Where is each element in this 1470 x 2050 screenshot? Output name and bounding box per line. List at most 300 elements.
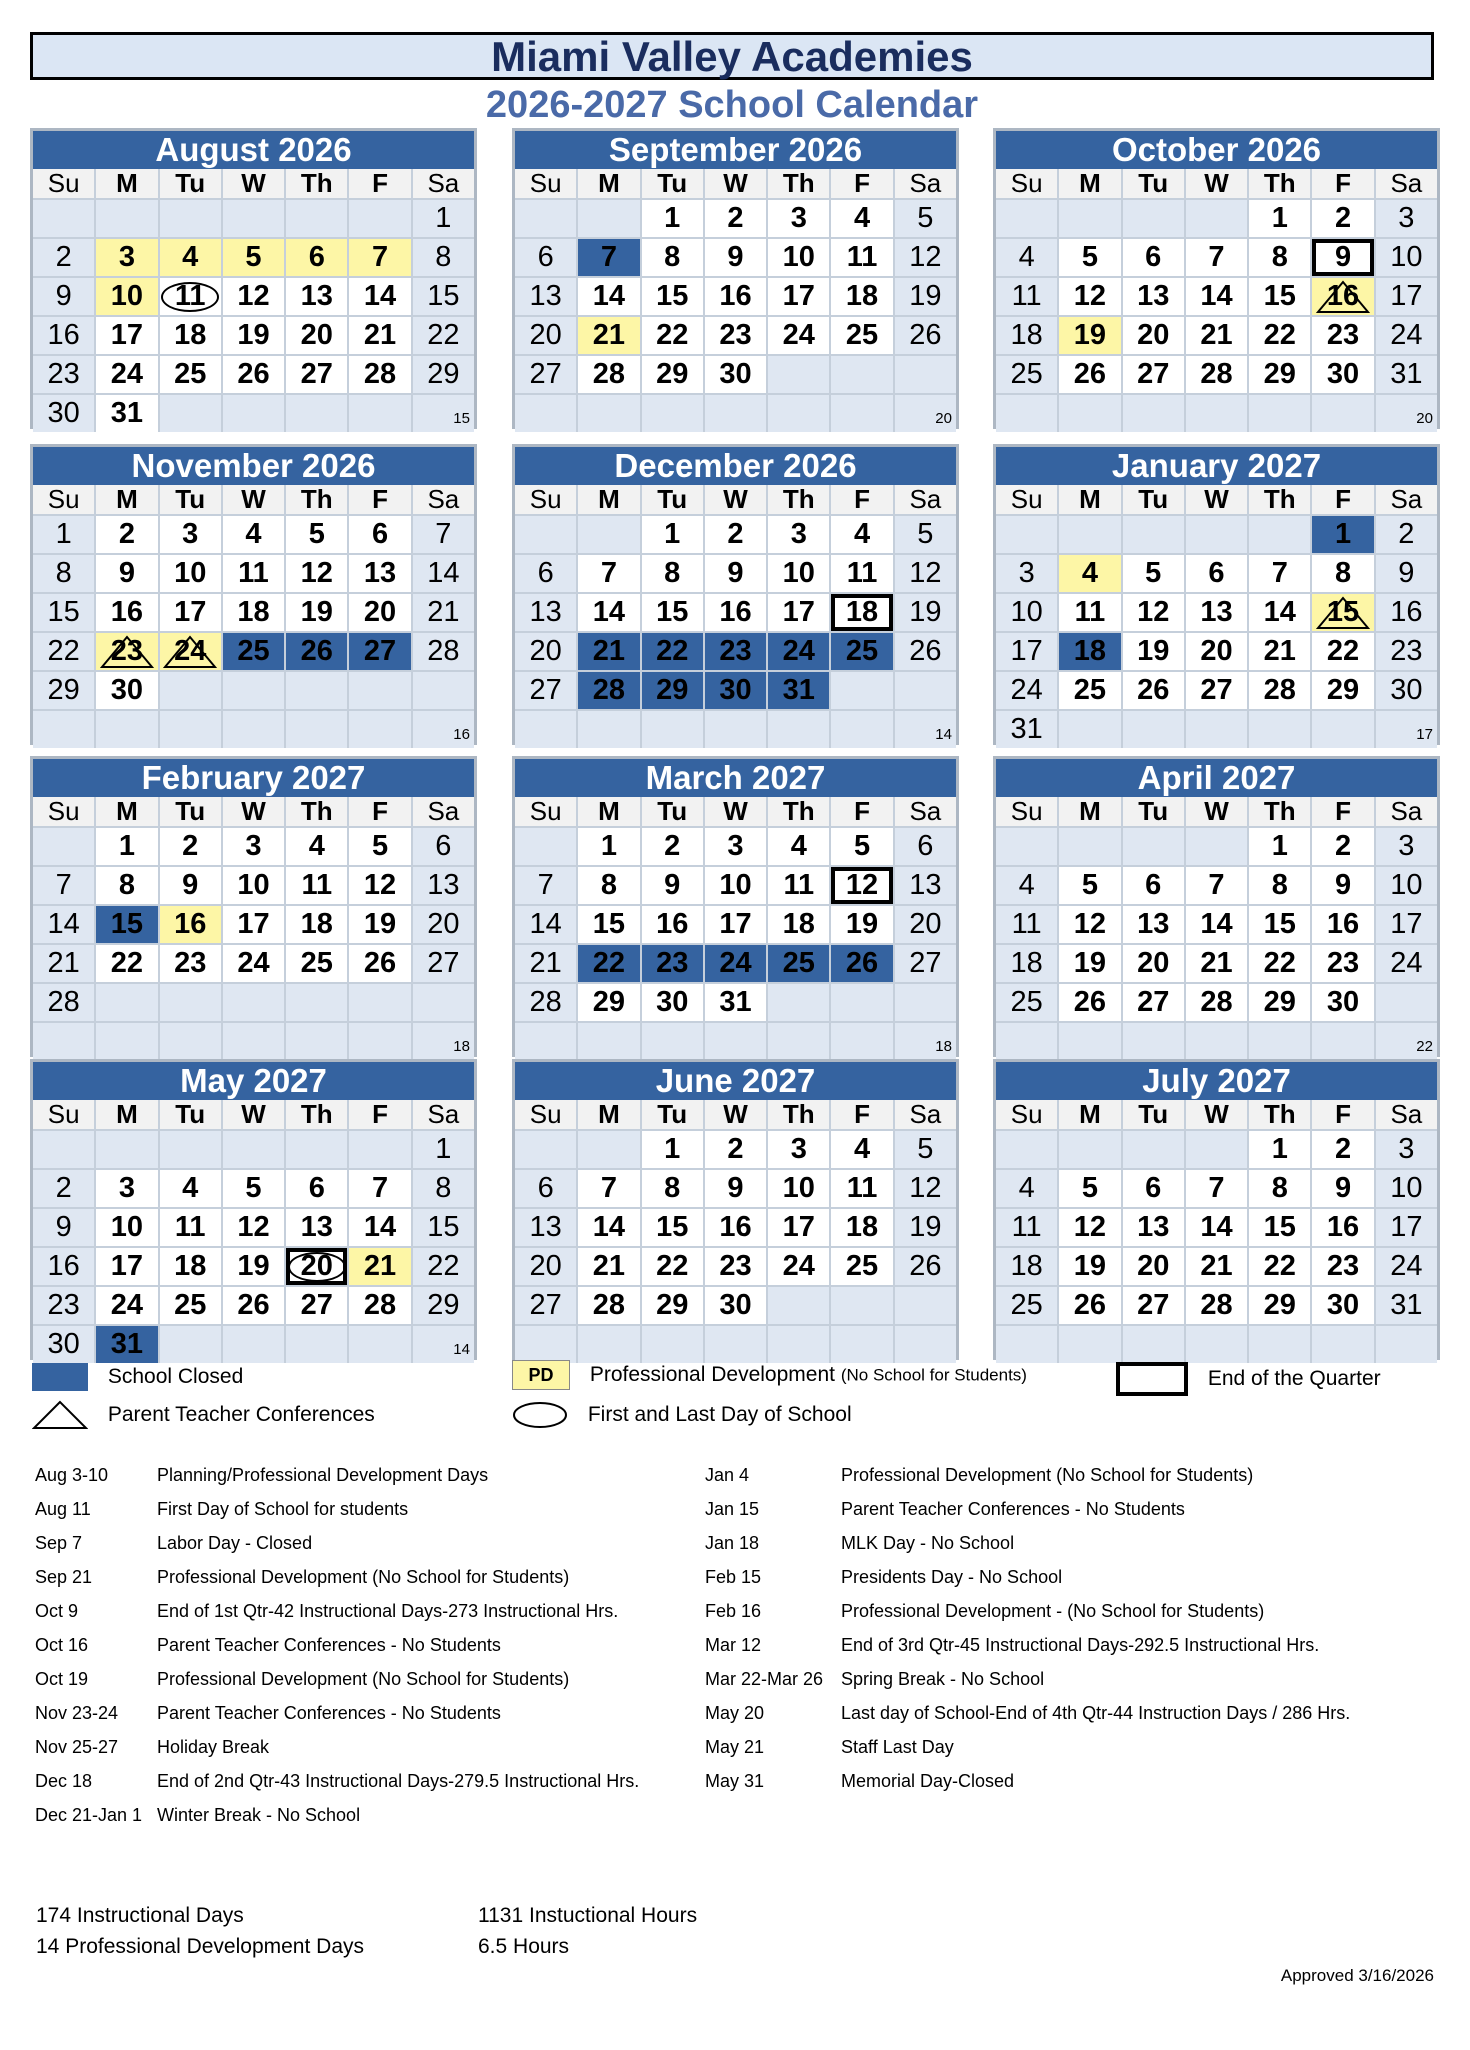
weekday-header: F	[831, 169, 892, 198]
day-number: 14	[592, 1211, 626, 1243]
month-title: November 2026	[33, 447, 474, 485]
day-cell	[1059, 1287, 1120, 1324]
day-number: 26	[1073, 1289, 1107, 1321]
empty-cell	[160, 200, 221, 237]
day-cell	[1059, 984, 1120, 1021]
day-cell	[1312, 633, 1373, 670]
event-date: May 31	[705, 1771, 765, 1791]
empty-cell	[768, 1326, 829, 1363]
weekday-header: M	[96, 485, 157, 514]
day-cell	[160, 1209, 221, 1246]
empty-cell	[705, 711, 766, 748]
weekday-header: F	[831, 485, 892, 514]
day-cell	[642, 633, 703, 670]
empty-cell	[831, 711, 892, 748]
month-grid	[996, 485, 1437, 748]
day-number: 5	[1081, 1172, 1098, 1204]
empty-cell	[515, 828, 576, 865]
day-cell	[768, 1131, 829, 1168]
event-row	[705, 1662, 1350, 1696]
day-cell	[33, 317, 94, 354]
day-cell	[160, 516, 221, 553]
empty-cell	[515, 1023, 576, 1060]
day-number: 24	[1390, 319, 1423, 351]
day-number: 24	[174, 635, 207, 667]
empty-cell	[1186, 1131, 1247, 1168]
empty-cell	[831, 984, 892, 1021]
day-cell	[96, 1287, 157, 1324]
day-number: 6	[1145, 1172, 1162, 1204]
day-number: 1	[55, 518, 72, 550]
day-number: 21	[1200, 947, 1233, 979]
day-cell	[831, 828, 892, 865]
day-number: 22	[656, 1250, 689, 1282]
weekday-header: Sa	[1376, 797, 1437, 826]
day-number: 24	[782, 1250, 815, 1282]
day-number: 21	[592, 319, 626, 351]
day-cell	[1312, 1170, 1373, 1207]
day-cell	[1123, 278, 1184, 315]
day-number: 29	[592, 986, 626, 1018]
day-cell	[1249, 867, 1310, 904]
day-number: 1	[435, 202, 452, 234]
event-description: Parent Teacher Conferences - No Students	[157, 1635, 501, 1655]
event-description: Professional Development (No School for Students)	[157, 1669, 570, 1689]
day-cell	[223, 1209, 284, 1246]
day-cell	[160, 906, 221, 943]
weekday-header: W	[223, 169, 284, 198]
day-cell	[223, 356, 284, 393]
weekday-header: Th	[286, 1100, 347, 1129]
legend-pd: Professional Development	[589, 1362, 835, 1386]
event-description: First Day of School for students	[157, 1499, 409, 1519]
month-title: July 2027	[996, 1062, 1437, 1100]
event-description: End of 3rd Qtr-45 Instructional Days-292.5 Instructional Hrs.	[841, 1635, 1320, 1655]
day-cell	[705, 1248, 766, 1285]
empty-cell	[96, 984, 157, 1021]
weekday-header: Su	[33, 485, 94, 514]
day-cell	[578, 594, 639, 631]
day-number: 3	[790, 202, 807, 234]
weekday-header: M	[578, 169, 639, 198]
weekday-header: M	[96, 797, 157, 826]
weekday-header: W	[223, 485, 284, 514]
day-number: 8	[435, 1172, 452, 1204]
day-cell	[160, 594, 221, 631]
day-cell	[1376, 1248, 1437, 1285]
day-cell	[1249, 1131, 1310, 1168]
day-cell	[96, 1209, 157, 1246]
day-cell	[578, 317, 639, 354]
month-2	[993, 128, 1440, 429]
month-grid	[33, 797, 474, 1060]
day-number: 9	[727, 1172, 744, 1204]
day-number: 22	[592, 947, 626, 979]
event-row	[35, 1662, 639, 1696]
day-number: 31	[719, 986, 752, 1018]
day-cell	[578, 555, 639, 592]
day-number: 4	[1018, 869, 1035, 901]
day-cell	[768, 594, 829, 631]
day-cell	[286, 317, 347, 354]
day-number: 23	[1326, 319, 1360, 351]
day-cell	[996, 594, 1057, 631]
day-cell	[33, 1248, 94, 1285]
weekday-header: Tu	[642, 169, 703, 198]
month-11	[993, 1059, 1440, 1360]
day-number: 4	[182, 1172, 199, 1204]
weekday-header: Sa	[1376, 485, 1437, 514]
empty-cell	[1312, 395, 1373, 432]
day-number: 10	[1390, 1172, 1423, 1204]
empty-cell	[413, 672, 474, 709]
day-cell	[223, 945, 284, 982]
day-number: 26	[363, 947, 397, 979]
event-row	[705, 1492, 1350, 1526]
day-number: 1	[118, 830, 135, 862]
empty-cell	[1059, 711, 1120, 748]
day-cell	[1376, 672, 1437, 709]
weekday-header: F	[349, 1100, 410, 1129]
weekday-header: M	[96, 169, 157, 198]
event-row	[35, 1696, 639, 1730]
day-cell	[578, 945, 639, 982]
day-number: 31	[1390, 358, 1423, 390]
day-cell	[642, 594, 703, 631]
day-cell	[286, 1287, 347, 1324]
empty-cell	[996, 1326, 1057, 1363]
day-cell	[349, 317, 410, 354]
day-number: 12	[1073, 280, 1107, 312]
weekday-header: M	[1059, 1100, 1120, 1129]
day-number: 2	[1334, 1133, 1352, 1165]
empty-cell	[996, 1131, 1057, 1168]
weekday-header: Sa	[1376, 169, 1437, 198]
day-cell	[578, 867, 639, 904]
day-cell	[160, 1248, 221, 1285]
day-number: 3	[727, 830, 744, 862]
day-cell	[33, 555, 94, 592]
day-number: 30	[656, 986, 689, 1018]
day-number: 21	[1263, 635, 1296, 667]
day-number: 2	[727, 1133, 744, 1165]
day-cell	[160, 867, 221, 904]
day-number: 1	[1271, 202, 1288, 234]
school-day-count: 14	[413, 1326, 474, 1363]
empty-cell	[642, 395, 703, 432]
school-day-count: 18	[895, 1023, 956, 1060]
day-cell	[33, 1326, 94, 1363]
month-grid	[515, 169, 956, 432]
day-cell	[642, 555, 703, 592]
day-cell	[515, 356, 576, 393]
day-cell	[349, 594, 410, 631]
event-date: Nov 25-27	[35, 1737, 119, 1757]
day-number: 19	[909, 596, 942, 628]
day-cell	[160, 1287, 221, 1324]
day-cell	[1123, 594, 1184, 631]
month-4	[512, 444, 959, 745]
day-number: 12	[1137, 596, 1170, 628]
day-number: 5	[1145, 557, 1162, 589]
month-title: December 2026	[515, 447, 956, 485]
day-cell	[996, 633, 1057, 670]
day-cell	[578, 1248, 639, 1285]
empty-cell	[895, 672, 956, 709]
day-number: 9	[727, 557, 744, 589]
day-cell	[1312, 317, 1373, 354]
day-number: 19	[1137, 635, 1170, 667]
day-cell	[96, 1170, 157, 1207]
event-description: Labor Day - Closed	[157, 1533, 313, 1553]
day-cell	[996, 906, 1057, 943]
day-number: 29	[427, 358, 460, 390]
day-number: 16	[1326, 1211, 1360, 1243]
day-number: 17	[237, 908, 270, 940]
day-number: 3	[118, 1172, 135, 1204]
day-cell	[895, 1209, 956, 1246]
day-number: 23	[1326, 1250, 1360, 1282]
weekday-header: Su	[515, 1100, 576, 1129]
event-description: Spring Break - No School	[841, 1669, 1045, 1689]
day-cell	[705, 672, 766, 709]
day-cell	[895, 594, 956, 631]
day-number: 18	[1010, 1250, 1043, 1282]
day-cell	[413, 945, 474, 982]
day-cell	[286, 828, 347, 865]
weekday-header: Su	[996, 1100, 1057, 1129]
day-number: 4	[1081, 557, 1098, 589]
day-cell	[33, 356, 94, 393]
day-number: 18	[1010, 947, 1043, 979]
event-description: Presidents Day - No School	[841, 1567, 1063, 1587]
day-number: 27	[300, 1289, 333, 1321]
day-cell	[223, 867, 284, 904]
empty-cell	[831, 1023, 892, 1060]
day-number: 7	[1208, 869, 1225, 901]
day-number: 6	[537, 241, 554, 273]
day-number: 10	[782, 557, 815, 589]
day-cell	[349, 278, 410, 315]
day-number: 9	[118, 557, 135, 589]
day-number: 11	[174, 1211, 206, 1243]
day-number: 18	[845, 596, 879, 628]
day-cell	[642, 1209, 703, 1246]
day-cell	[768, 1209, 829, 1246]
day-cell	[33, 278, 94, 315]
day-number: 28	[592, 674, 626, 706]
event-date: Jan 4	[705, 1465, 750, 1485]
day-number: 23	[110, 635, 144, 667]
day-cell	[705, 516, 766, 553]
empty-cell	[160, 1326, 221, 1363]
day-cell	[349, 1209, 410, 1246]
day-number: 28	[363, 1289, 397, 1321]
day-cell	[642, 239, 703, 276]
day-number: 31	[1390, 1289, 1423, 1321]
day-number: 30	[719, 674, 752, 706]
event-description: Memorial Day-Closed	[841, 1771, 1015, 1791]
day-cell	[895, 1248, 956, 1285]
month-title: June 2027	[515, 1062, 956, 1100]
day-cell	[895, 633, 956, 670]
day-cell	[515, 906, 576, 943]
empty-cell	[286, 1023, 347, 1060]
event-date: Oct 19	[35, 1669, 89, 1689]
day-cell	[895, 278, 956, 315]
month-title: October 2026	[996, 131, 1437, 169]
day-cell	[996, 867, 1057, 904]
day-number: 26	[1137, 674, 1170, 706]
day-number: 18	[237, 596, 270, 628]
day-number: 4	[853, 1133, 871, 1165]
day-cell	[642, 945, 703, 982]
weekday-header: F	[349, 169, 410, 198]
event-description: End of 2nd Qtr-43 Instructional Days-279.5 Instructional Hrs.	[157, 1771, 640, 1791]
day-cell	[286, 594, 347, 631]
day-cell	[1376, 278, 1437, 315]
day-cell	[33, 1287, 94, 1324]
empty-cell	[1249, 1326, 1310, 1363]
day-number: 14	[1263, 596, 1296, 628]
legend-ptc: Parent Teacher Conferences	[107, 1402, 375, 1426]
empty-cell	[768, 1023, 829, 1060]
day-number: 7	[1208, 241, 1225, 273]
weekday-header: W	[705, 1100, 766, 1129]
day-cell	[413, 1287, 474, 1324]
day-cell	[1376, 1170, 1437, 1207]
day-number: 9	[55, 1211, 72, 1243]
day-number: 10	[237, 869, 270, 901]
day-cell	[1186, 1287, 1247, 1324]
day-number: 28	[427, 635, 460, 667]
day-number: 20	[529, 319, 562, 351]
day-number: 23	[47, 358, 80, 390]
weekday-header: M	[1059, 169, 1120, 198]
empty-cell	[642, 1326, 703, 1363]
day-number: 19	[237, 319, 270, 351]
day-cell	[642, 516, 703, 553]
day-number: 29	[427, 1289, 460, 1321]
day-number: 20	[909, 908, 942, 940]
day-cell	[413, 594, 474, 631]
day-cell	[223, 278, 284, 315]
day-number: 28	[1200, 1289, 1233, 1321]
day-number: 17	[1390, 1211, 1423, 1243]
day-cell	[160, 278, 221, 315]
month-8	[993, 756, 1440, 1057]
day-cell	[1312, 1131, 1373, 1168]
totals-right	[478, 1900, 697, 1962]
day-cell	[831, 906, 892, 943]
day-cell	[642, 356, 703, 393]
day-number: 11	[846, 241, 878, 273]
empty-cell	[1059, 200, 1120, 237]
day-number: 10	[1010, 596, 1043, 628]
day-cell	[831, 1131, 892, 1168]
day-number: 12	[845, 869, 879, 901]
day-number: 28	[47, 986, 80, 1018]
empty-cell	[996, 395, 1057, 432]
day-number: 12	[300, 557, 333, 589]
month-grid	[996, 797, 1437, 1060]
day-cell	[515, 317, 576, 354]
empty-cell	[286, 984, 347, 1021]
day-number: 6	[308, 241, 325, 273]
day-number: 18	[782, 908, 815, 940]
empty-cell	[578, 1326, 639, 1363]
empty-cell	[413, 984, 474, 1021]
day-cell	[831, 239, 892, 276]
legend-fl: First and Last Day of School	[587, 1402, 852, 1426]
day-number: 2	[1398, 518, 1415, 550]
day-number: 11	[846, 1172, 878, 1204]
day-cell	[413, 200, 474, 237]
day-cell	[1376, 516, 1437, 553]
day-cell	[286, 1209, 347, 1246]
day-number: 29	[1263, 358, 1296, 390]
day-number: 25	[782, 947, 815, 979]
weekday-header: Sa	[895, 169, 956, 198]
day-number: 20	[1200, 635, 1233, 667]
empty-cell	[895, 1287, 956, 1324]
day-number: 3	[182, 518, 199, 550]
day-number: 8	[1271, 241, 1288, 273]
day-cell	[996, 239, 1057, 276]
weekday-header: Sa	[413, 797, 474, 826]
event-date: Aug 3-10	[35, 1465, 109, 1485]
day-cell	[286, 555, 347, 592]
day-number: 12	[1073, 908, 1107, 940]
day-number: 2	[118, 518, 135, 550]
day-cell	[1123, 356, 1184, 393]
day-cell	[1123, 239, 1184, 276]
day-number: 22	[427, 1250, 460, 1282]
day-number: 5	[917, 1133, 934, 1165]
empty-cell	[1249, 395, 1310, 432]
day-cell	[1186, 1209, 1247, 1246]
weekday-header: M	[578, 797, 639, 826]
event-description: Parent Teacher Conferences - No Students	[157, 1703, 501, 1723]
day-cell	[1186, 356, 1247, 393]
day-cell	[96, 672, 157, 709]
day-cell	[1249, 278, 1310, 315]
empty-cell	[768, 984, 829, 1021]
day-number: 10	[1390, 869, 1423, 901]
day-cell	[831, 633, 892, 670]
day-cell	[768, 828, 829, 865]
day-number: 1	[664, 1133, 681, 1165]
day-number: 21	[363, 1250, 397, 1282]
day-number: 14	[592, 280, 626, 312]
day-number: 9	[1398, 557, 1415, 589]
day-number: 19	[300, 596, 333, 628]
day-cell	[1186, 945, 1247, 982]
day-cell	[996, 1170, 1057, 1207]
day-number: 11	[1011, 908, 1042, 940]
day-number: 17	[1390, 908, 1423, 940]
event-date: Dec 18	[35, 1771, 93, 1791]
day-cell	[831, 594, 892, 631]
day-number: 31	[110, 397, 144, 429]
day-number: 11	[1011, 1211, 1042, 1243]
day-number: 20	[1137, 1250, 1170, 1282]
day-cell	[578, 1209, 639, 1246]
day-cell	[96, 317, 157, 354]
day-cell	[1059, 278, 1120, 315]
day-cell	[1186, 278, 1247, 315]
day-number: 16	[47, 1250, 80, 1282]
